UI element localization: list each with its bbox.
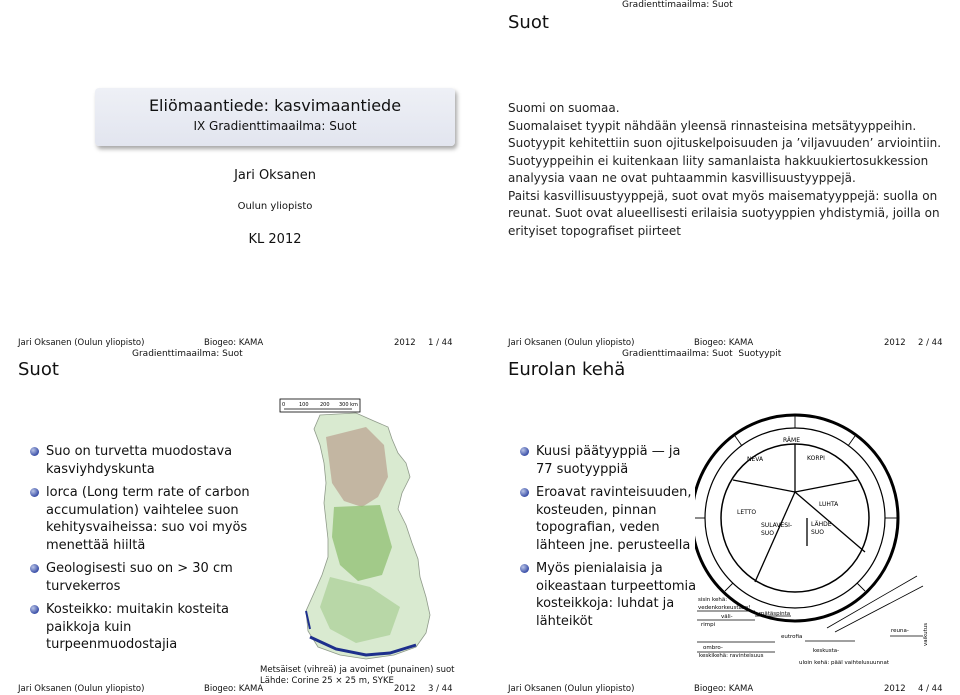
label-mataspinta: mätäspinta <box>759 611 791 617</box>
map-caption: Metsäiset (vihreä) ja avoimet (punainen) suot Lähde: Corine 25 × 25 m, SYKE <box>260 665 455 686</box>
footer-course: Biogeo: KAMA <box>204 684 264 694</box>
footer-page: 4 / 44 <box>918 684 943 694</box>
scale-label: 0 <box>282 402 286 408</box>
frame-title: Suot <box>508 12 549 33</box>
bullet-icon <box>30 447 39 456</box>
footer-page: 1 / 44 <box>428 338 453 348</box>
footer-course: Biogeo: KAMA <box>204 338 264 348</box>
label-vaikutus: vaikutus <box>923 622 929 646</box>
slide-1 <box>0 0 470 349</box>
bullet-list <box>520 443 700 636</box>
footer-course: Biogeo: KAMA <box>694 684 754 694</box>
eurola-ring-diagram <box>695 406 955 674</box>
header-section: Gradienttimaailma: Suot <box>132 349 243 359</box>
paragraph: Paitsi kasvillisuustyyppejä, suot ovat myös maisematyyppejä: suolla on reunat. Suot ovat alueellisesti erilaisia suotyyppien yhdistymiä, joilla on erityiset topografiset piirteet <box>508 188 940 238</box>
label-rimpi: rimpi <box>701 622 716 628</box>
label-lahde: LÄHDE- <box>811 521 834 528</box>
paragraph: Suotyypit kehitettiin suon ojituskelpoisuuden ja ’viljavuuden’ arviointiin. <box>508 136 942 150</box>
title-box <box>95 88 455 146</box>
label-sulavesi: SULAVESI- <box>761 522 793 529</box>
frame-title: Eurolan kehä <box>508 359 626 380</box>
label-neva: NEVA <box>747 456 764 463</box>
label-vedenkorkeus: vedenkorkeustaso! <box>698 605 751 611</box>
bullet-icon <box>30 605 39 614</box>
bullet-icon <box>30 564 39 573</box>
paragraph: Suomi on suomaa. <box>508 101 620 115</box>
label-reuna: reuna- <box>891 628 909 634</box>
slide-2 <box>490 0 960 349</box>
footer-page: 2 / 44 <box>918 338 943 348</box>
list-item: Myös pienialaisia ja oikeastaan turpeettomia kosteikkoja: luhdat ja lähteiköt <box>520 560 700 630</box>
label-uloin: uloin kehä: pääl vaihtelusuunnat <box>799 660 890 666</box>
bullet-icon <box>520 447 529 456</box>
bullet-icon <box>520 488 529 497</box>
list-item: lorca (Long term rate of carbon accumulation) vaihtelee suon kehitysvaiheissa: suo voi myös menettää hiiltä <box>30 484 255 554</box>
presentation-subtitle: IX Gradienttimaailma: Suot <box>193 119 357 133</box>
paragraph: Suomalaiset tyypit nähdään yleensä rinnasteisina metsätyyppeihin. <box>508 118 917 133</box>
finland-mire-map <box>270 397 470 662</box>
scale-label: 100 <box>299 402 309 408</box>
label-korpi: KORPI <box>807 455 825 462</box>
frame-title: Suot <box>18 359 59 380</box>
date: KL 2012 <box>248 232 302 247</box>
presentation-title: Eliömaantiede: kasvimaantiede <box>148 96 402 115</box>
footer-year: 2012 <box>884 338 906 348</box>
header-section <box>622 349 781 359</box>
institute: Oulun yliopisto <box>237 201 313 212</box>
label-luhta: LUHTA <box>819 501 839 508</box>
footer-year: 2012 <box>394 684 416 694</box>
footer-author: Jari Oksanen (Oulun yliopisto) <box>18 684 145 694</box>
bullet-icon <box>30 488 39 497</box>
paragraph: Suotyyppeihin ei kuitenkaan liity samanlaista hakkuukiertosukkession analyysia vaan ne ovat puhtaammin kasvillisuustyyppejä. <box>508 153 929 185</box>
label-sulavesi-suo: SUO <box>761 530 774 537</box>
list-item: Suo on turvetta muodostava kasviyhdyskunta <box>30 443 255 478</box>
label-rame: RÄME <box>783 437 800 444</box>
label-letto: LETTO <box>737 509 757 516</box>
label-eutrofia: eutrofia <box>781 634 803 640</box>
footer-year: 2012 <box>394 338 416 348</box>
bullet-icon <box>520 564 529 573</box>
scale-label: 300 km <box>339 402 358 408</box>
label-ombro: ombro- <box>703 645 723 651</box>
scale-label: 200 <box>320 402 330 408</box>
list-item: Kosteikko: muitakin kosteita paikkoja kuin turpeenmuodostajia <box>30 601 255 654</box>
slide-3 <box>0 349 470 695</box>
footer-author: Jari Oksanen (Oulun yliopisto) <box>508 684 635 694</box>
list-item: Eroavat ravinteisuuden, kosteuden, pinnan topografian, veden lähteen jne. perusteella <box>520 484 700 554</box>
label-sisin: sisin kehä: <box>698 597 728 603</box>
header-section-label: Gradienttimaailma: Suot <box>622 349 733 359</box>
header-section: Gradienttimaailma: Suot <box>622 0 733 10</box>
label-keskusta: keskusta- <box>813 648 840 654</box>
list-item: Geologisesti suo on > 30 cm turvekerros <box>30 560 255 595</box>
text-body <box>508 100 943 240</box>
footer-course: Biogeo: KAMA <box>694 338 754 348</box>
footer-author: Jari Oksanen (Oulun yliopisto) <box>18 338 145 348</box>
footer-page: 3 / 44 <box>428 684 453 694</box>
list-item: Kuusi päätyyppiä — ja 77 suotyyppiä <box>520 443 700 478</box>
author: Jari Oksanen <box>234 168 316 183</box>
footer-author: Jari Oksanen (Oulun yliopisto) <box>508 338 635 348</box>
footer-year: 2012 <box>884 684 906 694</box>
bullet-list <box>30 443 255 660</box>
header-subsection-label: Suotyypit <box>738 349 782 359</box>
slide-4 <box>490 349 960 695</box>
label-lahde-suo: SUO <box>811 529 824 536</box>
label-keskikeha: keskikehä: ravinteisuus <box>699 653 764 659</box>
label-vali: väli- <box>721 614 733 620</box>
